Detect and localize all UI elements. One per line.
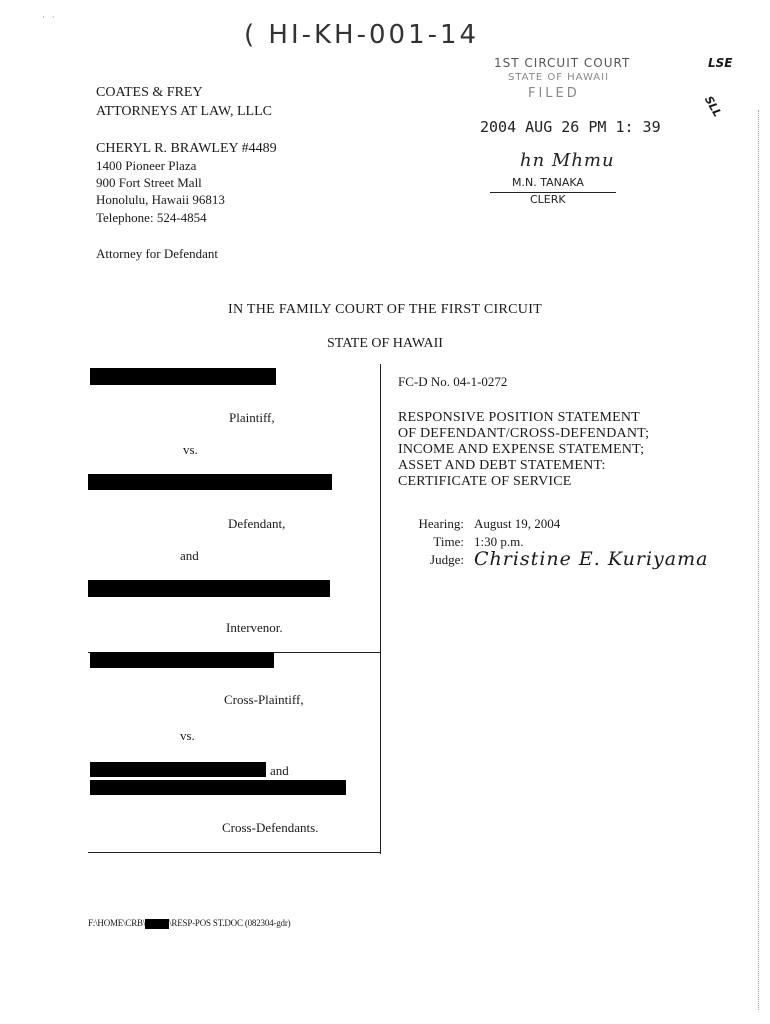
caption-cross-plaintiff: Cross-Plaintiff,	[224, 692, 304, 707]
redaction-defendant-name	[88, 474, 332, 490]
document-title-line1: RESPONSIVE POSITION STATEMENT	[398, 410, 640, 425]
court-heading-line1	[0, 302, 770, 318]
caption-vs1: vs.	[183, 442, 198, 457]
caption-vertical-divider	[380, 364, 381, 854]
judge-handwritten-name: Christine E. Kuriyama	[474, 548, 709, 570]
document-title-line5: CERTIFICATE OF SERVICE	[398, 474, 572, 489]
court-heading-text1: IN THE FAMILY COURT OF THE FIRST CIRCUIT	[227, 302, 543, 317]
address-line3: Honolulu, Hawaii 96813	[96, 192, 225, 207]
handwritten-case-code: ( HI-KH-001-14	[244, 20, 480, 50]
footer-path-prefix: F:\HOME\CRB\	[88, 918, 146, 928]
caption-intervenor: Intervenor.	[226, 620, 283, 635]
hearing-label: Hearing:	[418, 516, 464, 531]
stamp-state: STATE OF HAWAII	[508, 72, 610, 83]
document-title-line4: ASSET AND DEBT STATEMENT:	[398, 458, 606, 473]
corner-mark-sll: SLL	[701, 93, 725, 120]
document-title-line2: OF DEFENDANT/CROSS-DEFENDANT;	[398, 426, 650, 441]
redaction-plaintiff-name	[90, 368, 276, 385]
stamp-court: 1ST CIRCUIT COURT	[494, 56, 631, 70]
clerk-signature: hn Mhmu	[520, 150, 615, 171]
footer-path-suffix: \RESP-POS ST.DOC (082304-gdr)	[169, 918, 291, 928]
court-heading-line2	[0, 336, 770, 352]
firm-name-line2: ATTORNEYS AT LAW, LLLC	[96, 104, 272, 119]
time-value: 1:30 p.m.	[474, 534, 524, 549]
redaction-intervenor-name	[88, 580, 330, 597]
judge-label: Judge:	[430, 552, 464, 567]
court-heading-text2: STATE OF HAWAII	[327, 336, 443, 351]
stamp-datetime: 2004 AUG 26 PM 1: 39	[480, 118, 661, 136]
attorney-name: CHERYL R. BRAWLEY #4489	[96, 141, 277, 156]
address-line1: 1400 Pioneer Plaza	[96, 158, 197, 173]
stamp-clerk-name: M.N. TANAKA	[512, 176, 584, 189]
redaction-cross-plaintiff-name	[90, 652, 274, 668]
margin-marks: · ·	[42, 12, 55, 22]
hearing-value: August 19, 2004	[474, 516, 561, 531]
stamp-clerk-title: CLERK	[530, 193, 566, 206]
redaction-cross-defendant2-name	[90, 780, 346, 795]
stamp-filed: FILED	[528, 86, 580, 101]
attorney-role: Attorney for Defendant	[96, 246, 219, 261]
binding-edge-dots	[758, 110, 759, 1010]
corner-mark-lse: LSE	[708, 56, 733, 70]
case-number: FC-D No. 04-1-0272	[398, 374, 508, 389]
footer-file-path	[88, 918, 290, 929]
firm-name-line1: COATES & FREY	[96, 85, 203, 100]
address-line2: 900 Fort Street Mall	[96, 175, 202, 190]
redaction-footer-name	[145, 919, 169, 929]
caption-defendant: Defendant,	[228, 516, 286, 531]
caption-and1: and	[180, 548, 199, 563]
document-title-line3: INCOME AND EXPENSE STATEMENT;	[398, 442, 645, 457]
caption-cross-defendants: Cross-Defendants.	[222, 820, 319, 835]
caption-vs2: vs.	[180, 728, 195, 743]
caption-and2: and	[270, 763, 289, 778]
telephone: Telephone: 524-4854	[96, 210, 207, 225]
redaction-cross-defendant1-name	[90, 762, 266, 777]
time-label: Time:	[433, 534, 464, 549]
caption-bottom-rule	[88, 852, 380, 853]
caption-plaintiff: Plaintiff,	[229, 410, 275, 425]
